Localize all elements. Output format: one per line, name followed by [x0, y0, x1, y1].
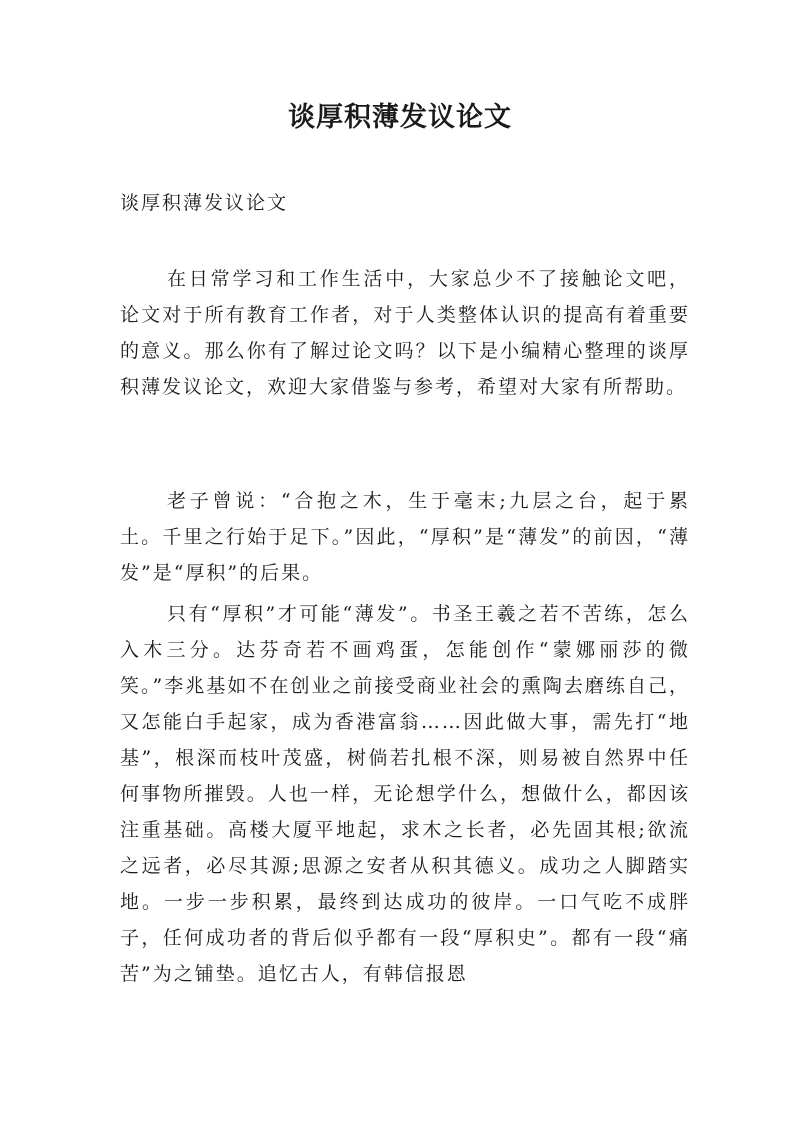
document-title: 谈厚积薄发议论文: [288, 102, 512, 133]
paragraph-argument: 只有“厚积”才可能“薄发”。书圣王羲之若不苦练，怎么入木三分。达芬奇若不画鸡蛋，怎能创作“蒙娜丽莎的微笑。”李兆基如不在创业之前接受商业社会的熏陶去磨练自己，又怎能白手起家，成为香港富翁……因此做大事，需先打“地基”，根深而枝叶茂盛，树倘若扎根不深，则易被自然界中任何事物所摧毁。人也一样，无论想学什么，想做什么，都因该注重基础。高楼大厦平地起，求木之长者，必先固其根;欲流之远者，必尽其源;思源之安者从积其德义。成功之人脚踏实地。一步一步积累，最终到达成功的彼岸。一口气吃不成胖子，任何成功者的背后似乎都有一段“厚积史”。都有一段“痛苦”为之铺垫。追忆古人，有韩信报恩: [120, 603, 690, 985]
document-subtitle: 谈厚积薄发议论文: [120, 192, 289, 214]
paragraph-laozi-quote: 老子曾说：“合抱之木，生于毫末;九层之台，起于累土。千里之行始于足下。”因此，“厚积”是“薄发”的前因，“薄发”是“厚积”的后果。: [120, 490, 690, 584]
paragraph-intro: 在日常学习和工作生活中，大家总少不了接触论文吧，论文对于所有教育工作者，对于人类整体认识的提高有着重要的意义。那么你有了解过论文吗？以下是小编精心整理的谈厚积薄发议论文，欢迎大家借鉴与参考，希望对大家有所帮助。: [120, 268, 690, 398]
